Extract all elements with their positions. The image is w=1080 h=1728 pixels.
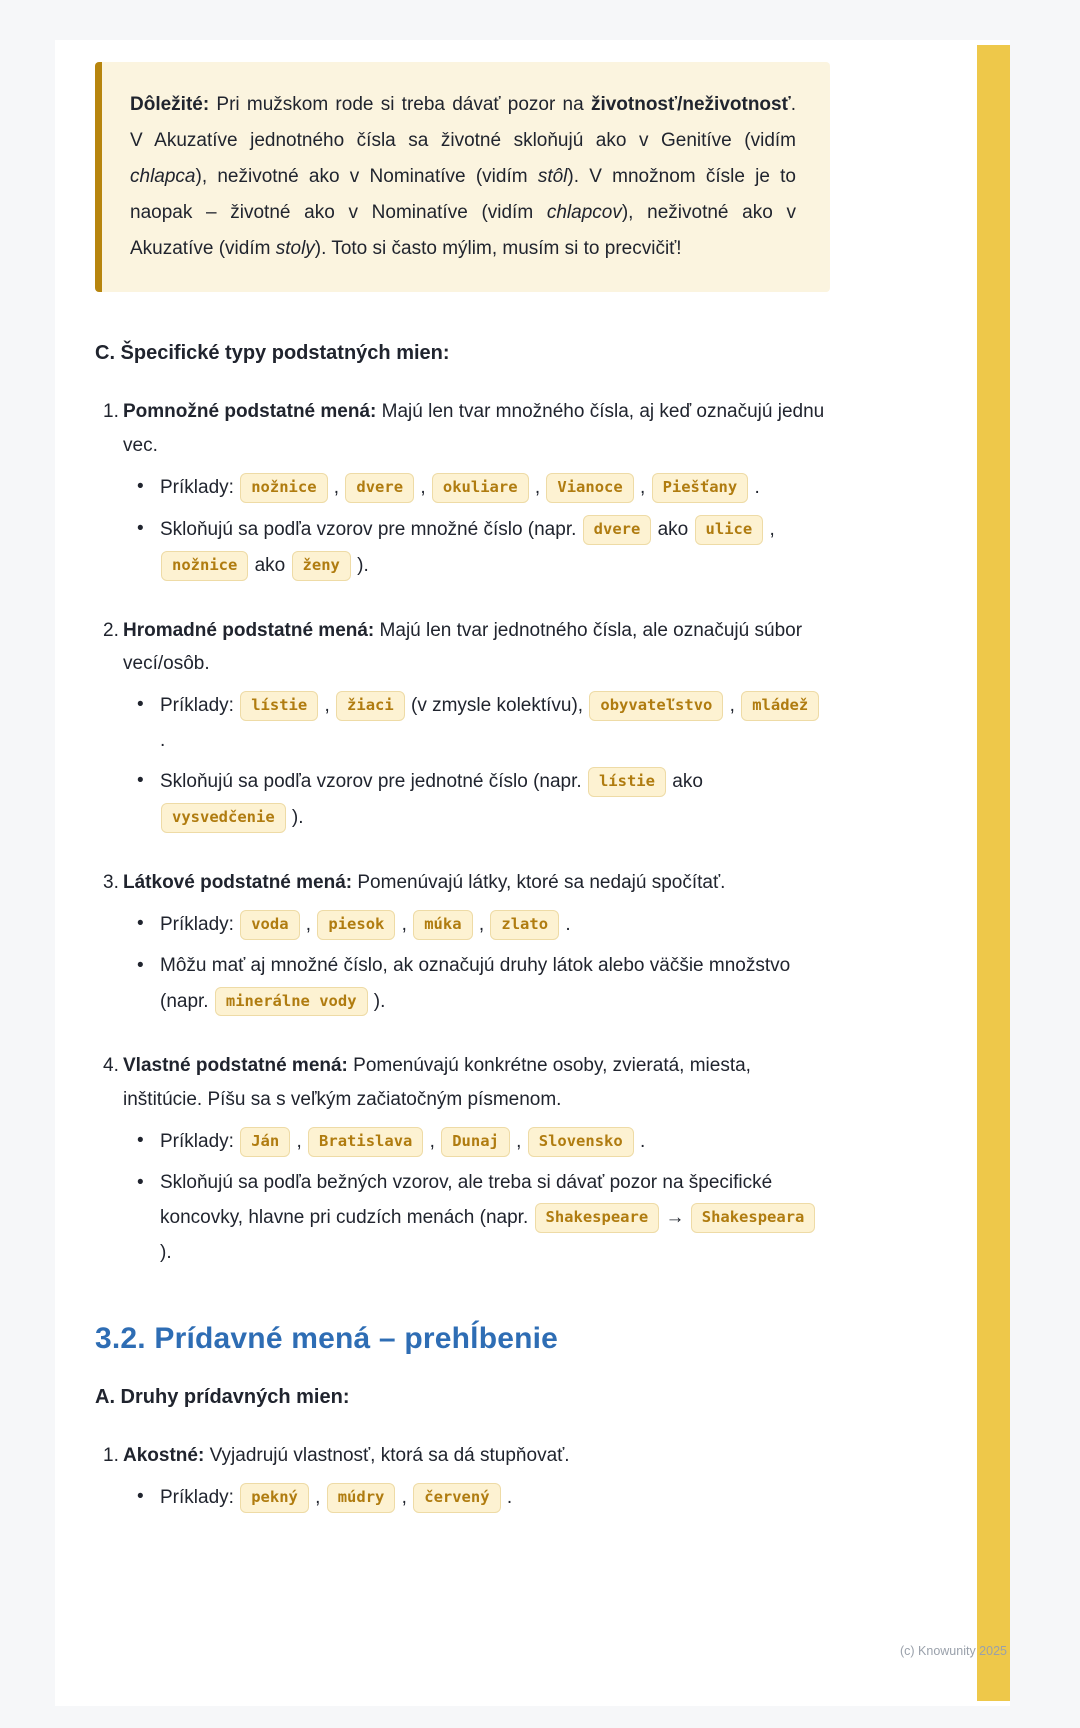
list-item-body	[123, 1049, 830, 1276]
code-chip: dvere	[345, 473, 414, 503]
list-item-akostne	[95, 1439, 830, 1522]
bullet-marker: •	[137, 955, 144, 977]
list-item-text: Látkové podstatné mená: Pomenúvajú látky, ktoré sa nedajú spočítať.	[123, 872, 726, 894]
section-c-heading: C. Špecifické typy podstatných mien:	[95, 342, 450, 365]
code-chip: dvere	[583, 515, 652, 545]
bullet-marker: •	[137, 913, 144, 935]
sub-bullet-list	[123, 907, 830, 1019]
bullet-marker: •	[137, 475, 144, 497]
section-3-2-title: 3.2. Prídavné mená – prehĺbenie	[95, 1322, 559, 1356]
sub-bullet-list	[123, 1480, 830, 1516]
list-item-latkove	[95, 866, 830, 1025]
list-item-pomnozne	[95, 395, 830, 589]
bullet-item	[137, 907, 830, 943]
code-chip: mládež	[741, 691, 819, 721]
bullet-text: Skloňujú sa podľa vzorov pre jednotné číslo (napr. lístie ako vysvedčenie ).	[160, 764, 830, 836]
bullet-item	[137, 949, 830, 1019]
code-chip: vysvedčenie	[161, 803, 286, 833]
page-sheet	[55, 40, 1010, 1706]
code-chip: ulice	[695, 515, 764, 545]
sub-bullet-list	[123, 688, 830, 836]
bullet-item	[137, 1166, 830, 1270]
bullet-item	[137, 470, 830, 506]
bullet-item	[137, 1480, 830, 1516]
bullet-item	[137, 688, 830, 758]
code-chip: voda	[240, 910, 299, 940]
list-item-body	[123, 866, 830, 1025]
code-chip: žiaci	[336, 691, 405, 721]
list-item-text: Akostné: Vyjadrujú vlastnosť, ktorá sa dá stupňovať.	[123, 1445, 570, 1467]
bullet-text: Príklady: voda , piesok , múka , zlato .	[160, 907, 571, 943]
bullet-marker: •	[137, 1129, 144, 1151]
list-item-number: 1.	[103, 1445, 119, 1467]
code-chip: lístie	[240, 691, 318, 721]
sub-bullet-list	[123, 1124, 830, 1270]
list-item-body	[123, 1439, 830, 1522]
list-item-number: 4.	[103, 1055, 119, 1077]
code-chip: Vianoce	[546, 473, 633, 503]
list-item-number: 1.	[103, 401, 119, 423]
code-chip: lístie	[588, 767, 666, 797]
important-callout	[95, 62, 830, 292]
bullet-text: Skloňujú sa podľa vzorov pre množné číslo (napr. dvere ako ulice , nožnice ako ženy ).	[160, 512, 830, 584]
bullet-text: Príklady: lístie , žiaci (v zmysle kolektívu), obyvateľstvo , mládež .	[160, 688, 830, 758]
code-chip: nožnice	[161, 551, 248, 581]
code-chip: Shakespeare	[535, 1203, 660, 1233]
document-content	[55, 40, 830, 1706]
copyright-footer: (c) Knowunity 2025	[899, 1644, 1007, 1659]
adjective-types-list	[95, 1439, 830, 1522]
code-chip: piesok	[317, 910, 395, 940]
list-item-text: Hromadné podstatné mená: Majú len tvar jednotného čísla, ale označujú súbor vecí/osôb.	[123, 619, 803, 674]
list-item-vlastne	[95, 1049, 830, 1276]
bullet-text: Príklady: nožnice , dvere , okuliare , Vianoce , Piešťany .	[160, 470, 760, 506]
bullet-item	[137, 1124, 830, 1160]
code-chip: minerálne vody	[215, 987, 368, 1017]
code-chip: Bratislava	[308, 1127, 423, 1157]
code-chip: ženy	[292, 551, 351, 581]
sub-bullet-list	[123, 470, 830, 584]
bullet-text: Môžu mať aj množné číslo, ak označujú druhy látok alebo väčšie množstvo (napr. minerálne vody ).	[160, 949, 830, 1019]
code-chip: červený	[413, 1483, 500, 1513]
list-item-text: Pomnožné podstatné mená: Majú len tvar množného čísla, aj keď označujú jednu vec.	[123, 401, 825, 456]
bullet-marker: •	[137, 694, 144, 716]
code-chip: Piešťany	[652, 473, 749, 503]
list-item-number: 3.	[103, 872, 119, 894]
bullet-item	[137, 512, 830, 584]
bullet-text: Príklady: pekný , múdry , červený .	[160, 1480, 512, 1516]
list-item-hromadne	[95, 614, 830, 842]
accent-stripe	[977, 45, 1010, 1701]
bullet-marker: •	[137, 1486, 144, 1508]
code-chip: múdry	[327, 1483, 396, 1513]
bullet-item	[137, 764, 830, 836]
code-chip: Shakespeara	[691, 1203, 816, 1233]
code-chip: Dunaj	[441, 1127, 510, 1157]
code-chip: nožnice	[240, 473, 327, 503]
list-item-number: 2.	[103, 619, 119, 641]
code-chip: pekný	[240, 1483, 309, 1513]
section-a-heading: A. Druhy prídavných mien:	[95, 1386, 350, 1409]
code-chip: Ján	[240, 1127, 290, 1157]
code-chip: zlato	[490, 910, 559, 940]
callout-text: Dôležité: Pri mužskom rode si treba dávať pozor na životnosť/neživotnosť. V Akuzatíve jednotného čísla sa životné skloňujú ako v Genitíve (vidím chlapca), neživotné ako v Nominatíve (vidím stôl). V množnom čísle je to naopak – životné ako v Nominatíve (vidím chlapcov), neživotné ako v Akuzatíve (vidím stoly). Toto si často mýlim, musím si to precvičiť!	[130, 94, 796, 260]
code-chip: múka	[413, 910, 472, 940]
code-chip: obyvateľstvo	[589, 691, 723, 721]
list-item-body	[123, 614, 830, 842]
list-item-body	[123, 395, 830, 589]
code-chip: okuliare	[432, 473, 529, 503]
bullet-marker: •	[137, 1171, 144, 1193]
bullet-text: Príklady: Ján , Bratislava , Dunaj , Slovensko .	[160, 1124, 645, 1160]
specific-noun-types-list	[95, 395, 830, 1276]
list-item-text: Vlastné podstatné mená: Pomenúvajú konkrétne osoby, zvieratá, miesta, inštitúcie. Píšu sa s veľkým začiatočným písmenom.	[123, 1055, 751, 1110]
bullet-marker: •	[137, 517, 144, 539]
code-chip: Slovensko	[528, 1127, 634, 1157]
bullet-marker: •	[137, 770, 144, 792]
bullet-text: Skloňujú sa podľa bežných vzorov, ale treba si dávať pozor na špecifické koncovky, hlavne pri cudzích menách (napr. Shakespeare → Shakespeara ).	[160, 1166, 830, 1270]
